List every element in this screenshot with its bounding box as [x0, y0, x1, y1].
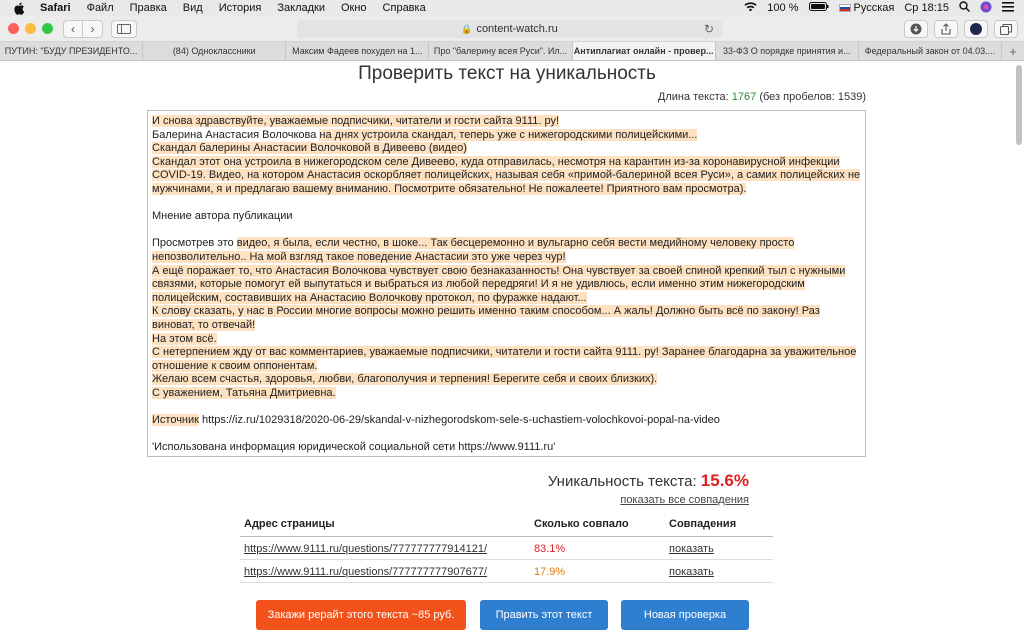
- text-line: Просмотрев это: [152, 237, 237, 250]
- downloads-button[interactable]: [904, 20, 928, 38]
- sidebar-icon: [117, 24, 131, 34]
- match-url-link[interactable]: https://www.9111.ru/questions/777777777907677/: [240, 560, 530, 583]
- menu-safari[interactable]: Safari: [40, 2, 71, 14]
- show-all-matches-link[interactable]: показать все совпадения: [620, 494, 749, 506]
- show-match-link[interactable]: показать: [665, 560, 773, 583]
- match-percent: 83.1%: [530, 537, 665, 560]
- column-header-url: Адрес страницы: [240, 514, 530, 537]
- browser-toolbar: [0, 16, 1024, 42]
- show-match-link[interactable]: показать: [665, 537, 773, 560]
- sidebar-button[interactable]: [111, 20, 137, 38]
- share-button[interactable]: [934, 20, 958, 38]
- text-line: К слову сказать, у нас в России многие вопросы можно решить именно таким способом... А жаль! Должно быть всё по закону! Раз виноват, то отвечай!: [152, 305, 820, 331]
- menu-history[interactable]: История: [218, 2, 262, 14]
- tab-putin[interactable]: ПУТИН: "БУДУ ПРЕЗИДЕНТО...: [0, 42, 143, 60]
- menu-window[interactable]: Окно: [340, 2, 367, 14]
- new-check-button[interactable]: Новая проверка: [621, 600, 749, 630]
- text-line: А ещё поражает то, что Анастасия Волочкова чувствует свою безнаказанность! Она чувствует за своей спиной крепкий тыл с нужными связями, которые помогут ей выпутаться и выбраться из любой передряги! И я не удивлюсь, если именно этим нижегородским полицейским, составивших на Анастасию Волочкову протокол, по фуражке надают...: [152, 264, 846, 304]
- reload-icon[interactable]: ↻: [703, 22, 714, 36]
- text-line: Желаю всем счастья, здоровья, любви, благополучия и терпения! Берегите себя и своих близких).: [152, 373, 658, 386]
- text-line: Источник: [152, 414, 199, 427]
- match-url-link[interactable]: https://www.9111.ru/questions/777777777914121/: [240, 537, 530, 560]
- window-controls: [8, 23, 53, 34]
- minimize-window-button[interactable]: [25, 23, 36, 34]
- uniqueness-value: 15.6%: [700, 471, 749, 490]
- russian-flag-icon: [839, 4, 851, 12]
- keyboard-layout[interactable]: Русская: [839, 2, 895, 14]
- text-length-label: Длина текста:: [657, 91, 729, 103]
- tab-overview-button[interactable]: [994, 20, 1018, 38]
- wifi-icon[interactable]: [744, 2, 757, 15]
- address-bar[interactable]: [297, 20, 722, 38]
- text-line: Скандал балерины Анастасии Волочковой в Дивеево (видео): [152, 142, 467, 155]
- tab-bar: [0, 42, 1024, 61]
- clock[interactable]: Ср 18:15: [904, 2, 949, 14]
- edit-text-button[interactable]: Править этот текст: [480, 600, 608, 630]
- zoom-window-button[interactable]: [42, 23, 53, 34]
- plus-icon: +: [1009, 43, 1017, 59]
- table-row: [240, 560, 773, 583]
- text-line: На этом всё.: [152, 332, 217, 345]
- share-icon: [941, 23, 951, 35]
- chevron-right-icon: ›: [90, 21, 95, 36]
- page-scrollbar[interactable]: [1016, 65, 1022, 145]
- text-line: Скандал этот она устроила в нижегородском селе Дивеево, куда отправилась, несмотря на карантин из-за коронавирусной инфекции COVID-19. Видео, на котором Анастасия оскорбляет полицейских, называя себя «примой-балериной всея Руси», а самих полицейских не мужчинами, я и предлагаю вашему вниманию. Посмотрите обязательно! Не пожалеете! Приятного вам просмотра).: [152, 155, 861, 195]
- text-length-value: 1767: [731, 91, 757, 103]
- macos-menubar: [0, 0, 1024, 16]
- page-title: Проверить текст на уникальность: [358, 63, 656, 84]
- menu-file[interactable]: Файл: [86, 2, 114, 14]
- tabs-icon: [1000, 24, 1012, 35]
- text-line: на днях устроила скандал, теперь уже с нижегородскими полицейскими...: [319, 128, 698, 141]
- new-tab-button[interactable]: [1002, 42, 1024, 60]
- match-percent: 17.9%: [530, 560, 665, 583]
- text-line: Балерина Анастасия Волочкова: [152, 128, 320, 141]
- extension-icon: [970, 23, 982, 35]
- column-header-matches: Совпадения: [665, 514, 773, 537]
- menu-bookmarks[interactable]: Закладки: [277, 2, 325, 14]
- history-nav: [63, 20, 103, 38]
- menu-view[interactable]: Вид: [182, 2, 203, 14]
- toolbar-actions: [904, 20, 1018, 38]
- text-line: Мнение автора публикации: [152, 210, 293, 223]
- uniqueness-result: [548, 471, 749, 491]
- text-line: С уважением, Татьяна Дмитриевна.: [152, 386, 336, 399]
- text-length-nospace: (без пробелов: 1539): [759, 91, 866, 103]
- order-rewrite-button[interactable]: Закажи рерайт этого текста ~85 руб.: [256, 600, 466, 630]
- uniqueness-label: Уникальность текста:: [547, 473, 697, 490]
- download-icon: [910, 23, 922, 35]
- page-content: [0, 61, 1024, 640]
- battery-status: 100 %: [767, 2, 799, 14]
- checked-text-area[interactable]: [147, 110, 866, 457]
- extension-button[interactable]: [964, 20, 988, 38]
- text-length: [658, 91, 866, 103]
- address-url: content-watch.ru: [476, 23, 558, 35]
- siri-icon[interactable]: [980, 1, 992, 16]
- chevron-left-icon: ‹: [71, 21, 75, 36]
- menu-help[interactable]: Справка: [382, 2, 426, 14]
- close-window-button[interactable]: [8, 23, 19, 34]
- column-header-match-percent: Сколько совпало: [530, 514, 665, 537]
- apple-icon[interactable]: [14, 2, 28, 15]
- matches-table: [240, 514, 773, 583]
- text-line: 'Использована информация юридической социальной сети https://www.9111.ru': [152, 441, 556, 454]
- tab-federal-law[interactable]: Федеральный закон от 04.03....: [859, 42, 1002, 60]
- table-row: [240, 537, 773, 560]
- tab-33fz[interactable]: 33-ФЗ О порядке принятия и...: [716, 42, 859, 60]
- tab-odnoklassniki[interactable]: (84) Одноклассники: [143, 42, 286, 60]
- tab-ballerina[interactable]: Про "балерину всея Руси". Ил...: [429, 42, 572, 60]
- menu-edit[interactable]: Правка: [129, 2, 167, 14]
- search-icon[interactable]: [959, 1, 970, 15]
- lock-icon: 🔒: [461, 23, 473, 34]
- text-line: https://iz.ru/1029318/2020-06-29/skandal-v-nizhegorodskom-sele-s-uchastiem-volochkovoi-popal-na-video: [198, 414, 720, 427]
- text-line: И снова здравствуйте, уважаемые подписчики, читатели и гости сайта 9111. ру!: [152, 115, 560, 127]
- text-line: С нетерпением жду от вас комментариев, уважаемые подписчики, читатели и гости сайта 9111. ру! Заранее благодарна за уважительное отношение к своим оппонентам.: [152, 346, 857, 372]
- tab-fadeev[interactable]: Максим Фадеев похудел на 1...: [286, 42, 429, 60]
- tab-antiplagiat[interactable]: Антиплагиат онлайн - провер...: [573, 42, 716, 60]
- text-line: видео, я была, если честно, в шоке... Так бесцеремонно и вульгарно себя вести медийному человеку просто непозволительно.. На мой взгляд такое поведение Анастасии это уже через чур!: [152, 237, 795, 263]
- forward-button[interactable]: [83, 20, 103, 38]
- battery-icon[interactable]: [809, 2, 829, 14]
- back-button[interactable]: [63, 20, 83, 38]
- notification-center-icon[interactable]: [1002, 2, 1014, 15]
